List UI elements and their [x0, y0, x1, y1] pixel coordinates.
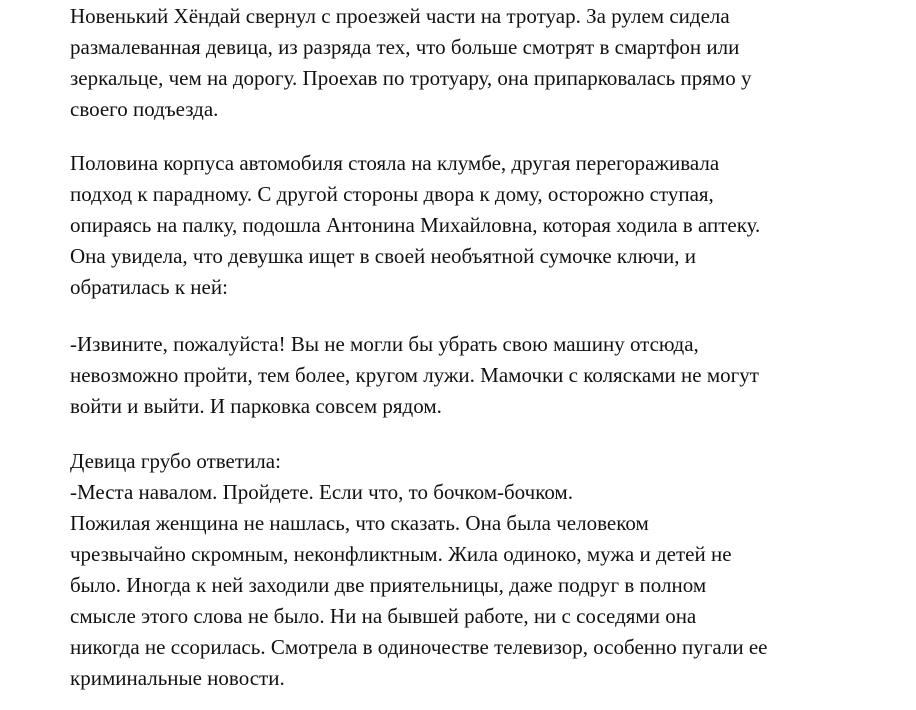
paragraph-2: [70, 148, 760, 303]
text-line: чрезвычайно скромным, неконфликтным. Жила одиноко, мужа и детей не: [70, 542, 732, 566]
text-line: опираясь на палку, подошла Антонина Михайловна, которая ходила в аптеку.: [70, 213, 761, 237]
text-line: было. Иногда к ней заходили две приятельницы, даже подруг в полном: [70, 573, 707, 597]
text-line: подход к парадному. С другой стороны двора к дому, осторожно ступая,: [70, 182, 714, 206]
text-line: зеркальце, чем на дорогу. Проехав по тротуару, она припарковалась прямо у: [70, 66, 752, 90]
paragraph-4: [70, 446, 767, 694]
paragraph-1: [70, 1, 751, 125]
text-line: -Места навалом. Пройдете. Если что, то бочком-бочком.: [70, 480, 573, 504]
text-line: никогда не ссорилась. Смотрела в одиночестве телевизор, особенно пугали ее: [70, 635, 768, 659]
text-line: Новенький Хёндай свернул с проезжей части на тротуар. За рулем сидела: [70, 4, 730, 28]
text-line: криминальные новости.: [70, 666, 285, 690]
text-line: Девица грубо ответила:: [70, 449, 281, 473]
text-line: Пожилая женщина не нашлась, что сказать. Она была человеком: [70, 511, 649, 535]
text-line: войти и выйти. И парковка совсем рядом.: [70, 394, 442, 418]
paragraph-3: [70, 329, 759, 422]
text-line: размалеванная девица, из разряда тех, что больше смотрят в смартфон или: [70, 35, 740, 59]
text-line: своего подъезда.: [70, 97, 219, 121]
text-line: Она увидела, что девушка ищет в своей необъятной сумочке ключи, и: [70, 244, 697, 268]
text-line: -Извините, пожалуйста! Вы не могли бы убрать свою машину отсюда,: [70, 332, 699, 356]
text-line: обратилась к ней:: [70, 275, 228, 299]
text-line: невозможно пройти, тем более, кругом лужи. Мамочки с колясками не могут: [70, 363, 759, 387]
text-line: Половина корпуса автомобиля стояла на клумбе, другая перегораживала: [70, 151, 720, 175]
text-line: смысле этого слова не было. Ни на бывшей работе, ни с соседями она: [70, 604, 697, 628]
